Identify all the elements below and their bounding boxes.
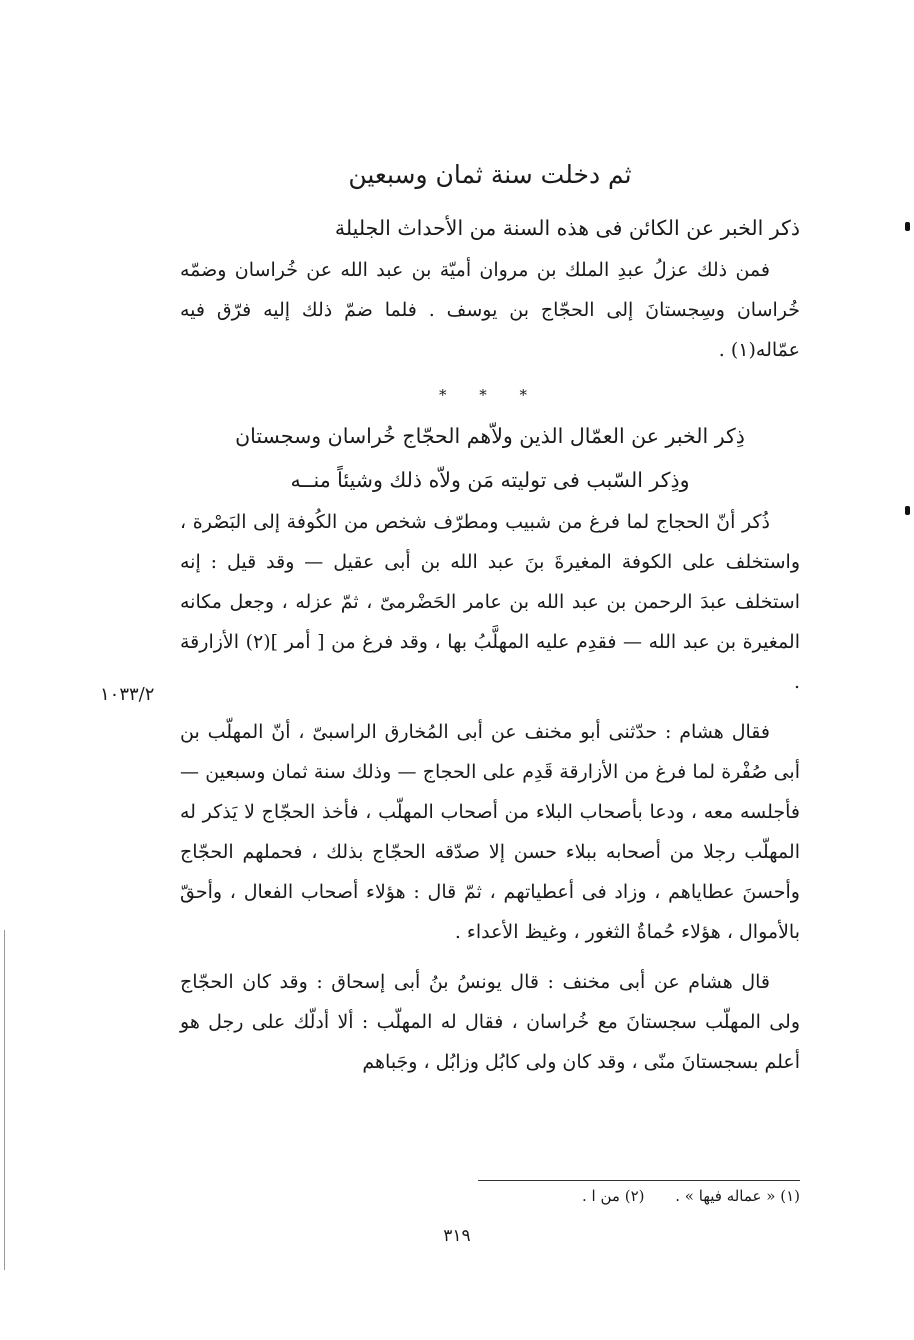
footnote-1: (١) « عماله فيها » . [675,1187,800,1205]
section2-heading-line2: وذِكر السّبب فى توليته مَن ولاّه ذلك وشيئاً منــه [290,468,690,492]
footnote-divider [478,1180,800,1181]
section2-paragraph2: فقال هشام : حدّثنى أبو مخنف عن أبى المُخارق الراسبىّ ، أنّ المهلّب بن أبى صُفْرة لما فرغ من الأزارقة قَدِم على الحجاج — وذلك سنة ثمان وسبعين — فأجلسه معه ، ودعا بأصحاب البلاء من أصحاب المهلّب ، فأخذ الحجّاج لا يَذكر له المهلّب رجلا من أصحابه ببلاء حسن إلا صدّقه الحجّاج بذلك ، فحملهم الحجّاج وأحسنَ عطاياهم ، وزاد فى أعطياتهم ، ثمّ قال : هؤلاء أصحاب الفعال ، وأحقّ بالأموال ، هؤلاء حُماةُ الثغور ، وغيظ الأعداء . [180,721,800,943]
footnotes [478,1183,800,1209]
page-number: ٣١٩ [443,1226,471,1246]
footnote-2: (٢) من ا . [582,1187,645,1205]
chapter-title: ثم دخلت سنة ثمان وسبعين [348,160,632,189]
scan-mark [905,222,910,231]
scan-mark [905,506,910,515]
section2-heading-line1: ذِكر الخبر عن العمّال الذين ولاّهم الحجّاج خُراسان وسجستان [235,424,745,448]
section1-paragraph: فمن ذلك عزلُ عبدِ الملك بن مروان أميّة بن عبد الله عن خُراسان وضمّه خُراسان وسِجستانَ إلى الحجّاج بن يوسف . فلما ضمّ ذلك إليه فرّق فيه عمّاله(١) . [180,259,800,361]
section2-paragraph1: ذُكر أنّ الحجاج لما فرغ من شبيب ومطرّف شخص من الكُوفة إلى البَصْرة ، واستخلف على الكوفة المغيرةَ بنَ عبد الله بن أبى عقيل — وقد قيل : إنه استخلف عبدَ الرحمن بن عبد الله بن عامر الحَضْرمىّ ، ثمّ عزله ، وجعل مكانه المغيرة بن عبد الله — فقدِم عليه المهلَّبُ بها ، وقد فرغ من [ أمر ](٢) الأزارقة . [180,511,801,693]
scan-edge-line [4,930,5,1270]
section1-heading: ذكر الخبر عن الكائن فى هذه السنة من الأحداث الجليلة [334,216,800,240]
main-text-column [180,206,800,1082]
section2-paragraph3: قال هشام عن أبى مخنف : قال يونسُ بنُ أبى إسحاق : وقد كان الحجّاج ولى المهلّب سجستانَ مع خُراسان ، فقال له المهلّب : ألا أدلّك على رجل هو أعلم بسجستانَ منّى ، وقد كان ولى كابُل وزابُل ، وجَباهم [180,971,800,1073]
section-separator: * * * [438,386,542,404]
margin-reference: ١٠٣٣/٢ [100,684,155,705]
